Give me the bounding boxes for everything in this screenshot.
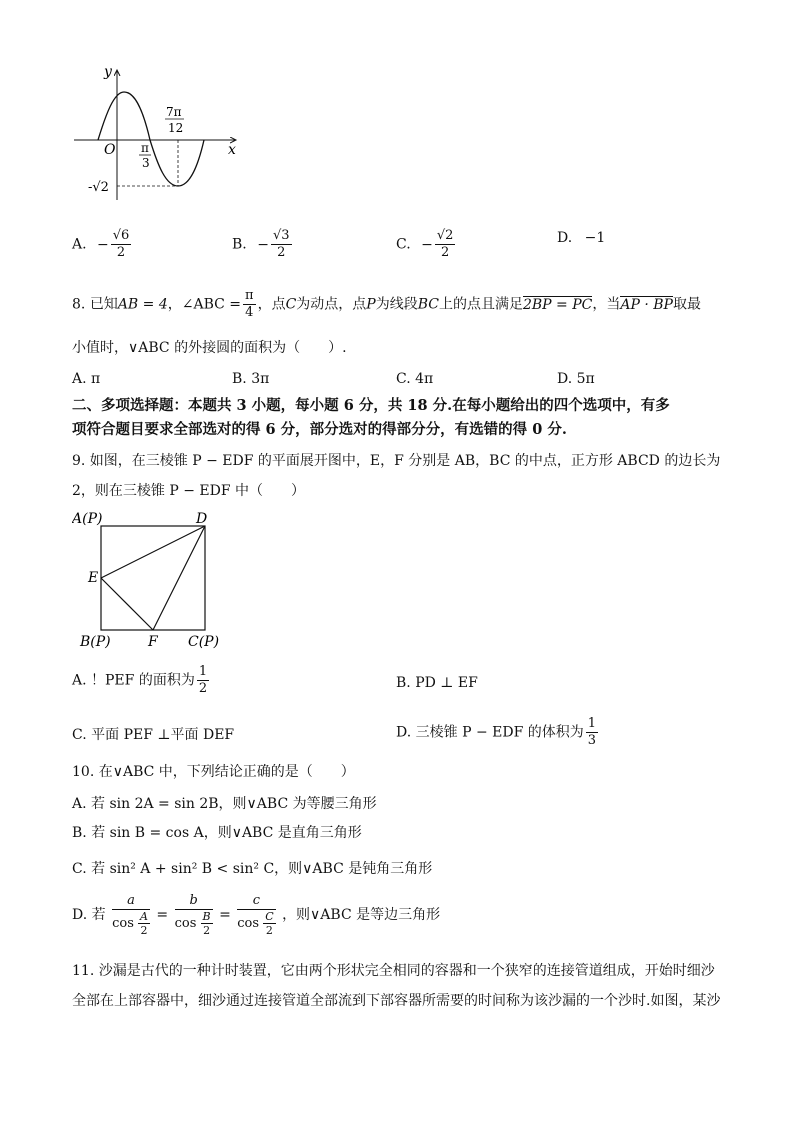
q10-d-b: b [175,893,213,910]
q9-option-c: C. 平面 PEF ⊥平面 DEF [72,727,235,743]
q10-option-b: B. 若 sin B = cos A，则∨ABC 是直角三角形 [72,825,362,841]
q10-d-frac-a [112,893,150,937]
q7-c-num: √2 [436,228,454,243]
q8-angle: ，∠ABC = [167,296,242,313]
q7-c-den: 2 [441,245,450,260]
q10-d-a: a [112,893,150,910]
label-pi: π [141,141,149,155]
q10-line1: 10. 在∨ABC 中，下列结论正确的是（ ） [72,764,355,780]
q10-d-pre: D. 若 [72,907,106,923]
square-net-figure [72,505,232,650]
q7-option-a: A. − $\frac{√6}{2}$ [72,228,130,260]
section2-heading-line1: 二、多项选择题：本题共 3 小题，每小题 6 分，共 18 分.在每小题给出的四个选项中，有多 [72,397,670,414]
q7-a-num: √6 [112,228,130,243]
label-neg-sqrt2: -√2 [88,180,109,195]
q9-d-text: D. 三棱锥 P − EDF 的体积为 [396,724,584,741]
label-y: y [104,64,112,80]
q10-d-cos: cos [112,916,134,931]
q8-text: ，当 [592,296,621,313]
q7-a-label: A. [72,236,87,253]
label-ap: A(P) [72,511,103,527]
q8-text: ，点 [257,296,286,313]
q8-p: P [366,296,376,313]
q11-line1: 11. 沙漏是古代的一种计时装置，它由两个形状完全相同的容器和一个狭窄的连接管道组成，开始时细沙 [72,963,715,979]
q9-line2: 2，则在三棱锥 P − EDF 中（ ） [72,483,306,499]
q8-line2: 小值时，∨ABC 的外接圆的面积为（ ）. [72,340,347,356]
q9-option-d [396,716,600,749]
q8-bc: BC [417,296,439,313]
q10-d-eq: = [156,907,169,923]
label-bp: B(P) [80,634,111,650]
q8-text: 为动点，点 [296,296,367,313]
q10-d-post: ，则∨ABC 是等边三角形 [282,907,441,923]
q7-option-c: C. − $\frac{√2}{2}$ [396,228,454,260]
q8-ab: AB = 4 [117,296,168,313]
q10-d-eq: = [219,907,231,923]
q10-d-cos: cos [237,916,260,931]
sine-curve [98,92,204,186]
square-abcd [101,526,205,630]
q10-option-d [72,893,440,937]
q7-c-label: C. [396,236,411,253]
q9-option-a [72,664,211,697]
label-o: O [104,142,116,158]
q8-text: 已知 [89,296,118,313]
q7-d-label: D. [557,230,573,246]
q9-option-b: B. PD ⊥ EF [396,675,478,691]
q9-d-den: 3 [587,733,597,748]
q8-option-b: B. 3π [232,371,270,387]
label-f: F [148,634,158,650]
q8-line1 [72,288,701,321]
section2-heading-line2: 项符合题目要求全部选对的得 6 分，部分选对的得部分分，有选错的得 0 分. [72,421,567,438]
label-12: 12 [168,121,184,135]
label-x: x [228,142,236,158]
q8-vector-equation: 2BP = PC [522,296,593,313]
q10-d-two: 2 [140,924,148,937]
q9-d-num: 1 [587,716,597,731]
q10-d-cos: cos [174,916,197,931]
q8-option-c: C. 4π [396,371,434,387]
q8-frac-den: 4 [245,305,254,320]
q10-d-B: B [202,910,211,923]
q10-d-frac-c [237,893,275,937]
q10-d-C: C [265,910,274,923]
q10-d-c: c [237,893,275,910]
q8-c: C [285,296,297,313]
q10-option-a: A. 若 sin 2A = sin 2B，则∨ABC 为等腰三角形 [72,796,377,812]
q8-option-a: A. π [72,371,101,387]
q7-b-den: 2 [277,245,286,260]
segment-ed [101,526,205,578]
q9-a-text: A. ！PEF 的面积为 [72,672,195,689]
sine-graph-figure [70,62,250,202]
q10-d-frac-b [175,893,213,937]
q7-b-num: √3 [272,228,290,243]
q10-d-two: 2 [203,924,211,937]
q7-a-den: 2 [116,245,126,260]
q11-line2: 全部在上部容器中，细沙通过连接管道全部流到下部容器所需要的时间称为该沙漏的一个沙时.如图，某沙 [72,993,721,1009]
q8-frac-num: π [245,288,254,303]
q9-a-den: 2 [198,681,208,696]
label-d: D [196,511,208,527]
q10-d-two: 2 [265,924,273,937]
q8-number: 8. [72,296,86,313]
label-cp: C(P) [188,634,220,650]
q9-a-num: 1 [198,664,208,679]
q9-line1: 9. 如图，在三棱锥 P − EDF 的平面展开图中，E，F 分别是 AB，BC 的中点，正方形 ABCD 的边长为 [72,453,721,469]
q8-vector-dot: AP · BP [620,296,673,313]
label-e: E [88,570,99,586]
q7-d-val: −1 [584,230,606,246]
label-3: 3 [142,156,150,170]
segment-ef [101,578,153,630]
segment-fd [153,526,205,630]
q7-option-d [557,228,605,248]
q10-d-A: A [140,910,148,923]
q7-option-b: B. − $\frac{√3}{2}$ [232,228,290,260]
q8-text: 为线段 [375,296,418,313]
label-7pi: 7π [166,105,182,119]
q10-option-c: C. 若 sin² A + sin² B < sin² C，则∨ABC 是钝角三角形 [72,861,433,877]
q8-option-d: D. 5π [557,371,595,387]
q7-b-label: B. [232,236,247,253]
q8-text: 上的点且满足 [438,296,523,313]
q8-text: 取最 [672,296,701,313]
